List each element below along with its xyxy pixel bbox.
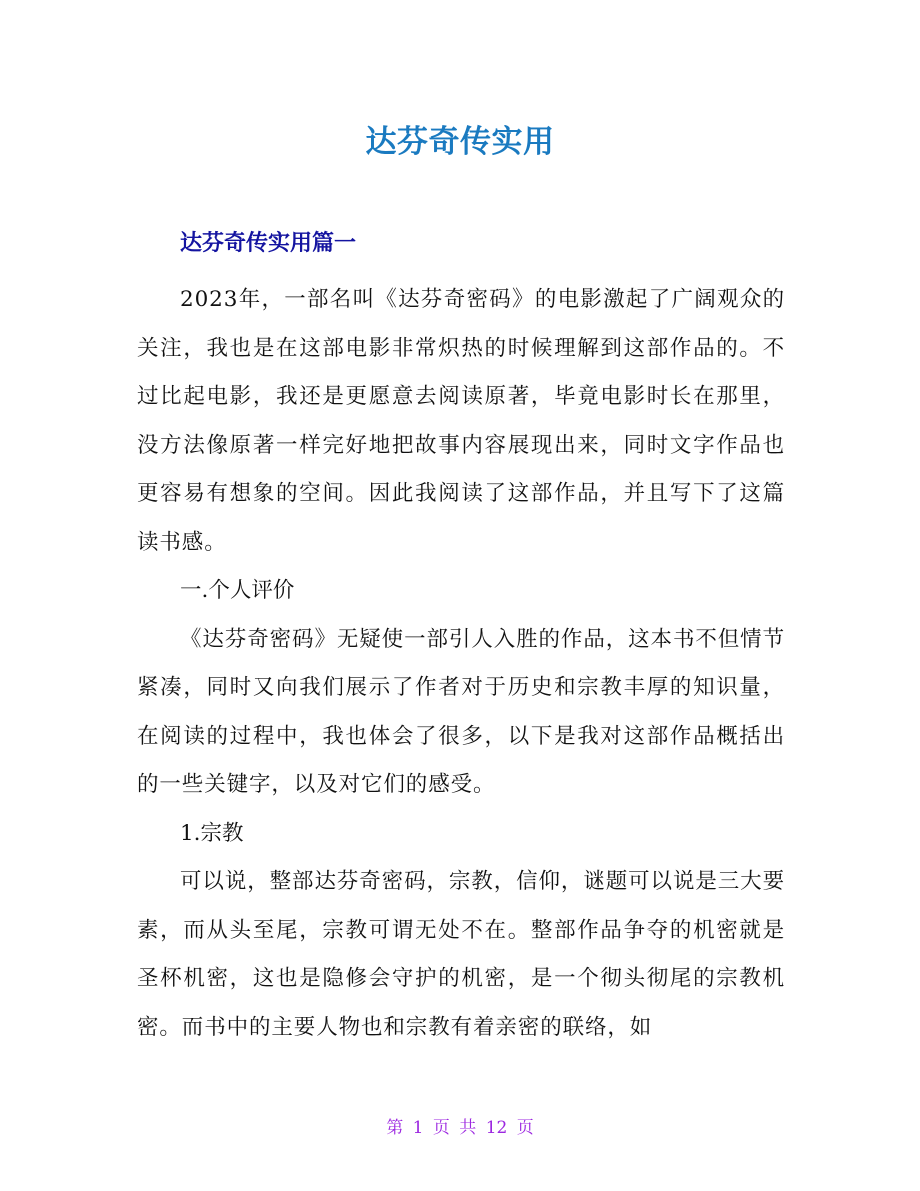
paragraph-intro: 2023年，一部名叫《达芬奇密码》的电影激起了广阔观众的关注，我也是在这部电影非常炽热的时候理解到这部作品的。不过比起电影，我还是更愿意去阅读原著，毕竟电影时长在那里，没方法像原著一样完好地把故事内容展现出来，同时文字作品也更容易有想象的空间。因此我阅读了这部作品，并且写下了这篇读书感。 xyxy=(137,287,785,555)
document-title: 达芬奇传实用 xyxy=(365,124,555,160)
paragraph-review: 《达芬奇密码》无疑使一部引人入胜的作品，这本书不但情节紧凑，同时又向我们展示了作者对于历史和宗教丰厚的知识量，在阅读的过程中，我也体会了很多，以下是我对这部作品概括出的一些关键字，以及对它们的感受。 xyxy=(137,626,785,797)
paragraph-religion: 可以说，整部达芬奇密码，宗教，信仰，谜题可以说是三大要素，而从头至尾，宗教可谓无处不在。整部作品争夺的机密就是圣杯机密，这也是隐修会守护的机密，是一个彻头彻尾的宗教机密。而书中的主要人物也和宗教有着亲密的联络，如 xyxy=(137,869,785,1040)
page-number: 第 1 页 共 12 页 xyxy=(386,1118,534,1138)
document-body xyxy=(137,276,785,1052)
section-subtitle: 达芬奇传实用篇一 xyxy=(180,231,357,256)
heading-personal-review: 一.个人评价 xyxy=(180,578,295,603)
heading-religion: 1.宗教 xyxy=(180,820,244,846)
